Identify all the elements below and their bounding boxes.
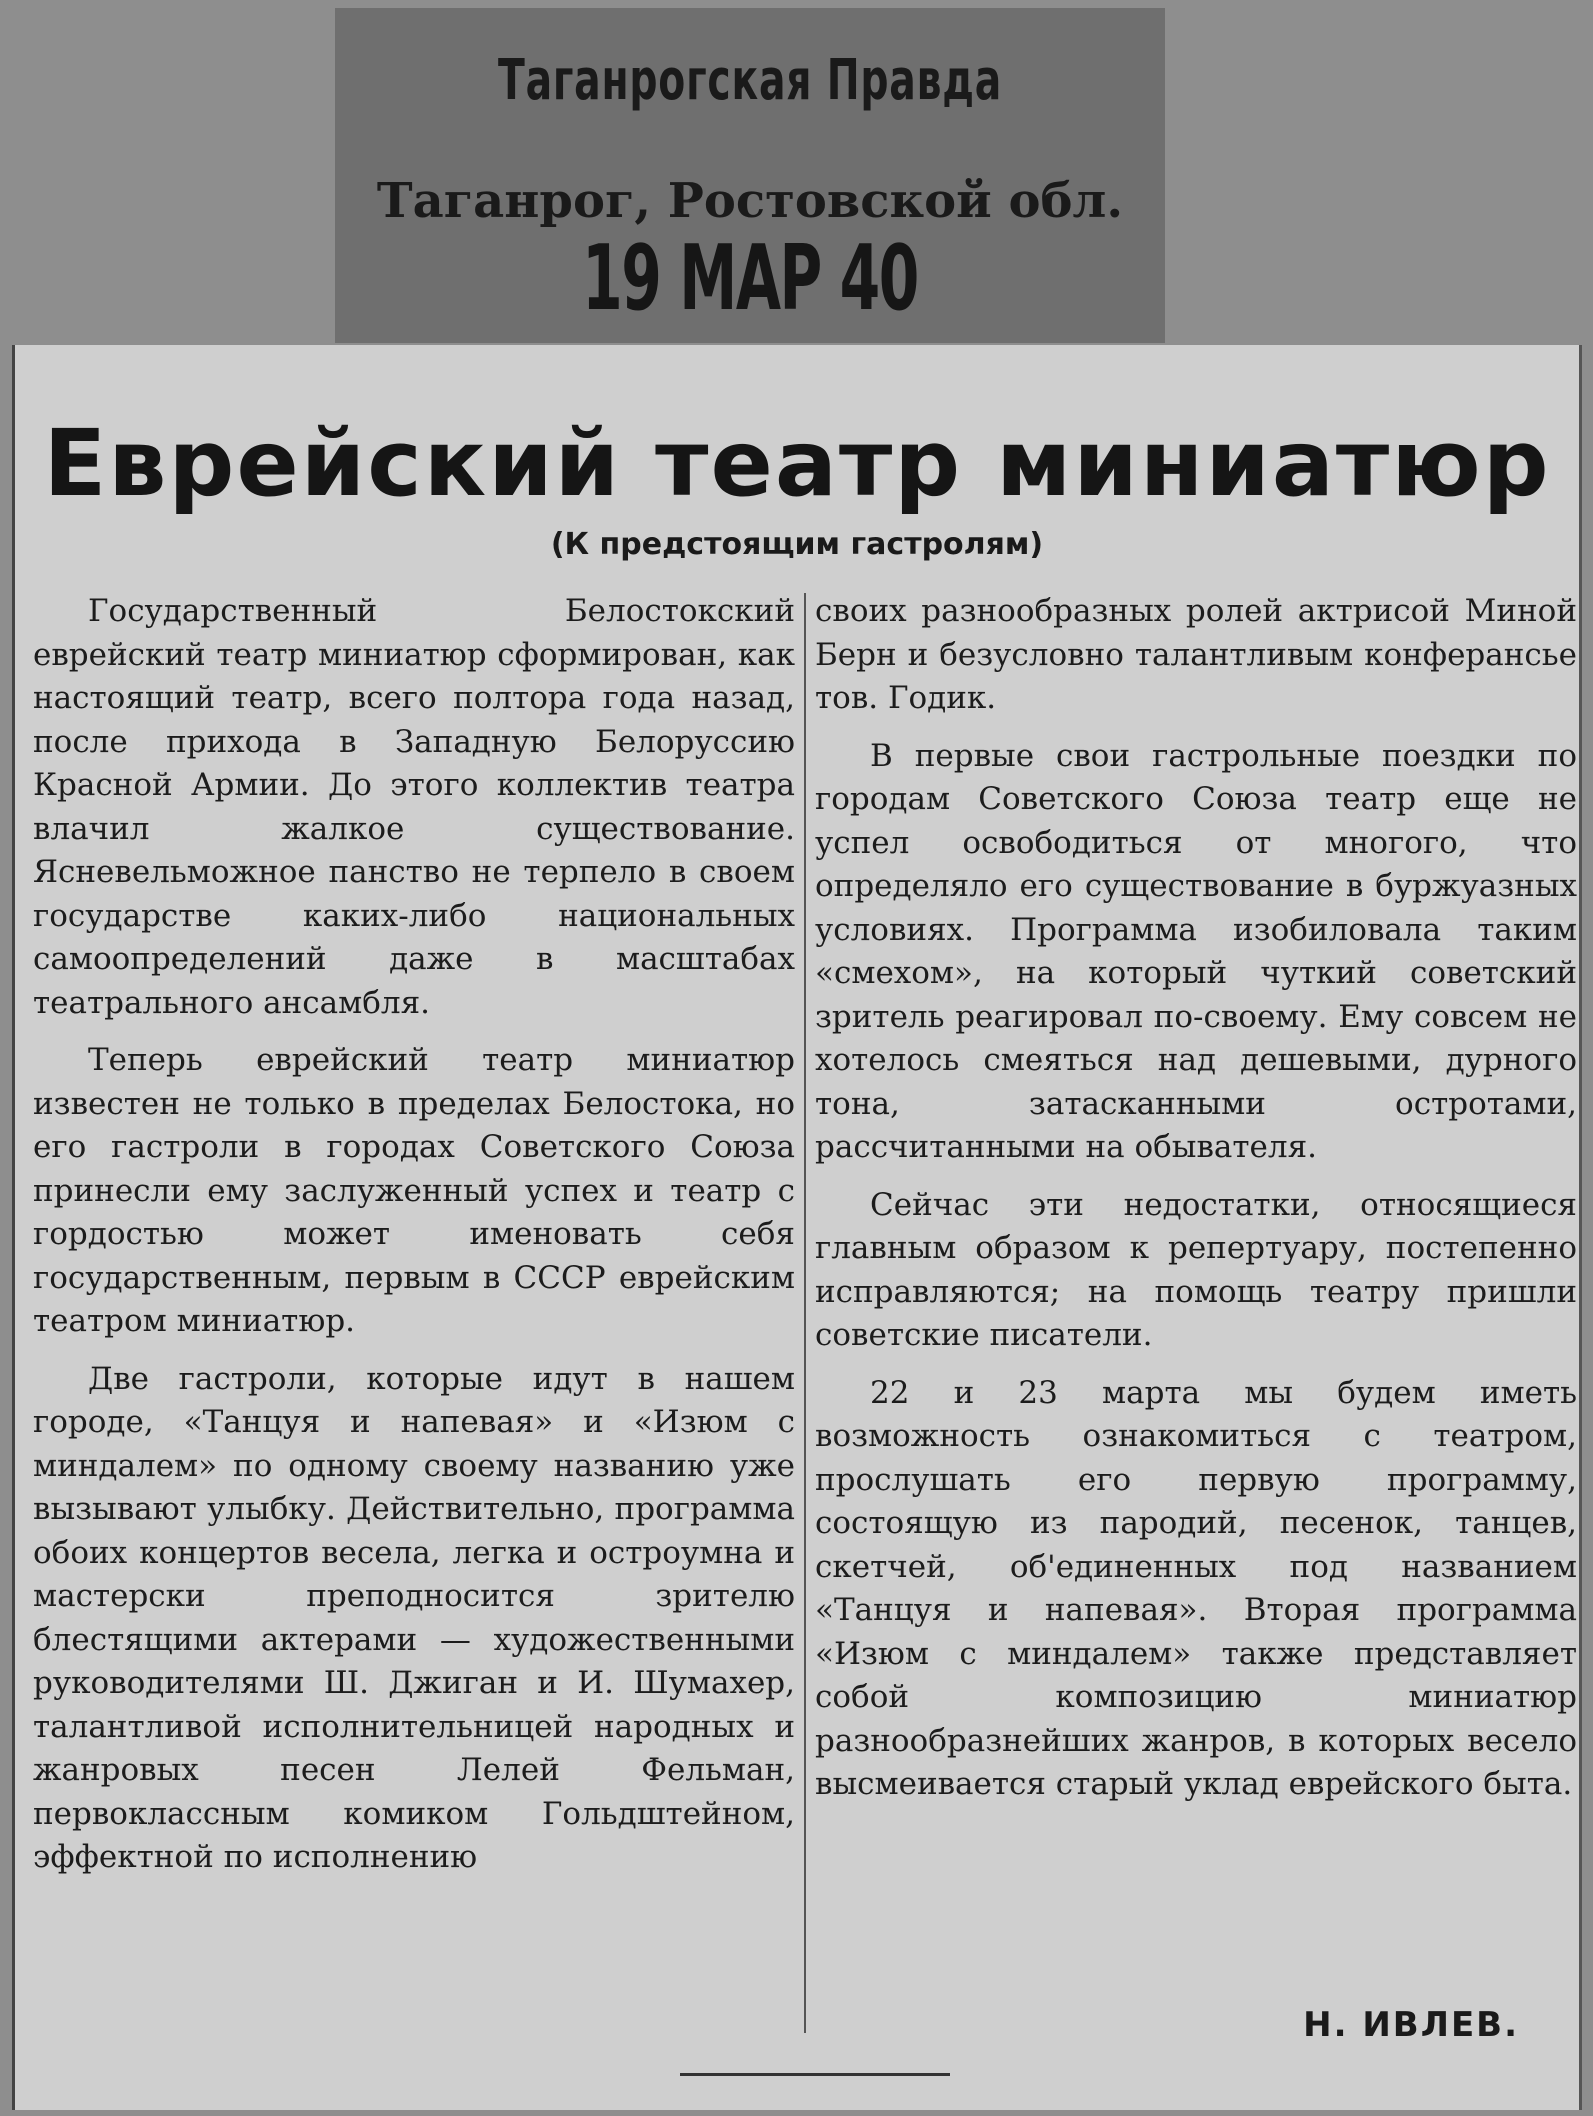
article-clipping	[12, 345, 1582, 2110]
stamp-date: 19 МАР 40	[582, 226, 918, 331]
article-subheadline: (К предстоящим гастролям)	[550, 527, 1044, 562]
right-column	[815, 590, 1577, 1821]
newspaper-stamp	[335, 8, 1165, 343]
stamp-city: Таганрог, Ростовской обл.	[376, 173, 1124, 229]
paragraph: 22 и 23 марта мы будем иметь возможность ознакомиться с театром, прослушать его первую программу, состоящую из пародий, песенок, танцев, скетчей, об'единенных под названием «Танцуя и напевая». Вторая программа «Изюм с миндалем» также представляет собой композицию миниатюр разнообразнейших жанров, в которых весело высмеивается старый уклад еврейского быта.	[815, 1374, 1577, 1802]
bottom-rule	[680, 2073, 950, 2076]
paragraph-continuation: своих разнообразных ролей актрисой Миной Берн и безусловно талантливым конферансье тов. Годик.	[815, 593, 1577, 716]
column-divider	[804, 593, 806, 2033]
author-signature: Н. ИВЛЕВ.	[1303, 2005, 1519, 2045]
paragraph: Сейчас эти недостатки, относящиеся главным образом к репертуару, постепенно исправляются; на помощь театру пришли советские писатели.	[815, 1186, 1577, 1353]
paragraph: Государственный Белостокский еврейский театр миниатюр сформирован, как настоящий театр, всего полтора года назад, после прихода в Западную Белоруссию Красной Армии. До этого коллектив театра влачил жалкое существование. Ясневельможное панство не терпело в своем государстве каких-либо национальных самоопределений даже в масштабах театрального ансамбля.	[33, 593, 795, 1021]
article-headline: Еврейский театр миниатюр	[43, 410, 1551, 517]
stamp-newspaper-name: Таганрогская Правда	[497, 48, 1003, 113]
paragraph: Две гастроли, которые идут в нашем городе, «Танцуя и напевая» и «Изюм с миндалем» по одному своему названию уже вызывают улыбку. Действительно, программа обоих концертов весела, легка и остроумна и мастерски преподносится зрителю блестящими актерами — художественными руководителями Ш. Джиган и И. Шумахер, талантливой исполнительницей народных и жанровых песен Лелей Фельман, первоклассным комиком Гольдштейном, эффектной по исполнению	[33, 1360, 795, 1875]
left-column	[33, 590, 795, 1894]
paragraph: В первые свои гастрольные поездки по городам Советского Союза театр еще не успел освободиться от многого, что определяло его существование в буржуазных условиях. Программа изобиловала таким «смехом», на который чуткий советский зритель реагировал по-своему. Ему совсем не хотелось смеяться над дешевыми, дурного тона, затасканными остротами, рассчитанными на обывателя.	[815, 737, 1577, 1165]
paragraph: Теперь еврейский театр миниатюр известен не только в пределах Белостока, но его гастроли в городах Советского Союза принесли ему заслуженный успех и театр с гордостью может именовать себя государственным, первым в СССР еврейским театром миниатюр.	[33, 1042, 795, 1339]
